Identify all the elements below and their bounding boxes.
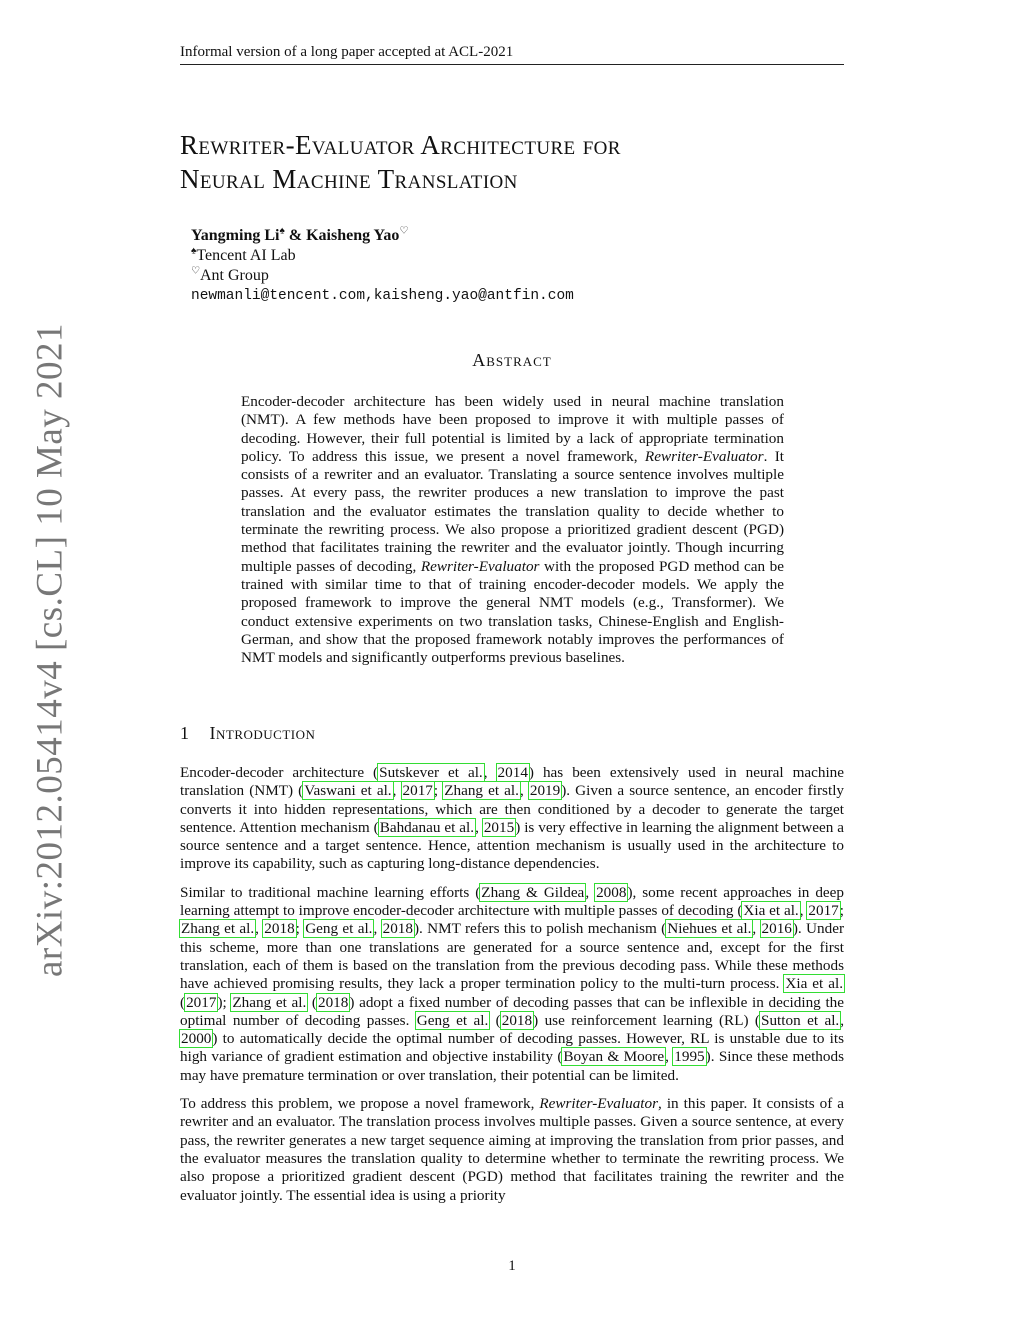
paragraph-2: Similar to traditional machine learning efforts (Zhang & Gildea, 2008), some recent approaches in deep learning attempt to improve encoder-decoder architecture with multiple passes of decoding (Xia et al., 2017; Zhang et al., 2018; Geng et al., 2018). NMT refers this to polish mechanism (Niehues et al., 2016). Under this scheme, more than one translations are generated for a source sentence and, except for the first translation, each of them is based on the translation from the previous decoding pass. While these methods have achieved promising results, they lack a proper termination policy to the multi-turn process. Xia et al. (2017); Zhang et al. (2018) adopt a fixed number of decoding passes that can be inflexible in deciding the optimal number of decoding passes. Geng et al. (2018) use reinforcement learning (RL) (Sutton et al., 2000) to automatically decide the optimal number of decoding passes. However, RL is unstable due to its high variance of gradient estimation and objective instability (Boyan & Moore, 1995). Since these methods may have premature termination or over translation, their potential can be limited. (180, 883, 845, 1084)
citation-link[interactable]: 2018 (264, 920, 295, 938)
page-number: 1 (508, 1258, 516, 1274)
citation-link[interactable]: Sutskever et al. (379, 764, 483, 781)
affiliation-1 (191, 246, 574, 266)
citation-link[interactable]: Sutton et al. (761, 1011, 840, 1029)
citation-link[interactable]: 2018 (382, 920, 413, 938)
author-emails: newmanli@tencent.com,kaisheng.yao@antfin.com (191, 288, 574, 304)
citation-link[interactable]: 2017 (186, 993, 217, 1011)
citation-link[interactable]: 1995 (674, 1048, 705, 1066)
affiliation-1-name: Tencent AI Lab (196, 247, 296, 264)
citation-link[interactable]: 2018 (501, 1011, 533, 1029)
citation-link[interactable]: Zhang et al. (232, 993, 307, 1011)
citation-link[interactable]: Xia et al. (785, 975, 843, 993)
citation-link[interactable]: Zhang et al. (181, 920, 255, 938)
heart-icon: ♡ (399, 225, 409, 237)
citation-link[interactable]: 2019 (529, 782, 561, 800)
citation-link[interactable]: 2000 (181, 1030, 212, 1048)
author-names (191, 226, 574, 246)
arxiv-identifier: arXiv:2012.05414v4 [cs.CL] 10 May 2021 (29, 322, 71, 978)
citation-link[interactable]: 2015 (483, 818, 515, 836)
author-separator: & (284, 227, 307, 244)
section-title: Introduction (209, 723, 316, 743)
introduction-body (180, 764, 844, 1215)
spade-icon: ♠ (279, 225, 285, 237)
citation-link[interactable]: Vaswani et al. (304, 782, 392, 800)
section-number: 1 (180, 723, 190, 743)
section-heading-introduction (180, 723, 315, 744)
citation-link[interactable]: Bahdanau et al. (379, 818, 475, 836)
abstract-heading: Abstract (472, 350, 552, 370)
author-1-name: Yangming Li (191, 227, 280, 244)
heart-icon: ♡ (191, 265, 200, 277)
citation-link[interactable]: 2017 (402, 782, 433, 800)
citation-link[interactable]: 2016 (761, 920, 792, 938)
affiliation-2 (191, 266, 574, 286)
paragraph-1: Encoder-decoder architecture (Sutskever et al., 2014) has been extensively used in neural machine translation (NMT) (Vaswani et al., 2017; Zhang et al., 2019). Given a source sentence, an encoder firstly converts it into hidden representations, which are then conditioned by a decoder to generate the target sentence. Attention mechanism (Bahdanau et al., 2015) is very effective in learning the alignment between a source sentence and a target sentence. Hence, attention mechanism is usually used in the architecture to improve its capability, such as capturing long-distance dependencies. (180, 764, 845, 873)
running-head: Informal version of a long paper accepted at ACL-2021 (180, 44, 844, 65)
paragraph-3: To address this problem, we propose a novel framework, Rewriter-Evaluator, in this paper. It consists of a rewriter and an evaluator. The translation process involves multiple passes. Given a source sentence, at every pass, the rewriter generates a new target sequence aiming at improving the translation from prior passes, and the evaluator measures the translation quality to determine whether to terminate the rewriting process. We also propose a prioritized gradient descent (PGD) method that facilitates training the rewriter and the evaluator jointly. The essential idea is using a priority (180, 1095, 845, 1204)
title-line-2: Neural Machine Translation (180, 164, 518, 194)
paper-title (180, 128, 844, 196)
author-2-name: Kaisheng Yao (306, 227, 400, 244)
spade-icon: ♠ (191, 245, 197, 257)
abstract-text: Encoder-decoder architecture has been widely used in neural machine translation (NMT). A few methods have been proposed to improve it with multiple passes of decoding. However, their full potential is limited by a lack of appropriate termination policy. To address this issue, we present a novel framework, Rewriter-Evaluator. It consists of a rewriter and an evaluator. Translating a source sentence involves multiple passes. At every pass, the rewriter produces a new translation to improve the past translation and the evaluator estimates the translation quality to decide whether to terminate the rewriting process. We also propose a prioritized gradient descent (PGD) method that facilitates training the rewriter and the evaluator jointly. Though incurring multiple passes of decoding, Rewriter-Evaluator with the proposed PGD method can be trained with similar time to that of training encoder-decoder models. We apply the proposed framework to improve the general NMT models (e.g., Transformer). We conduct extensive experiments on two translation tasks, Chinese-English and English-German, and show that the proposed framework notably improves the performances of NMT models and significantly outperforms previous baselines. (241, 393, 785, 667)
citation-link[interactable]: Niehues et al. (667, 920, 752, 938)
citation-link[interactable]: 2014 (497, 764, 528, 781)
citation-link[interactable]: 2017 (808, 902, 839, 920)
citation-link[interactable]: Geng et al. (416, 1011, 489, 1029)
citation-link[interactable]: Geng et al. (305, 920, 373, 938)
citation-link[interactable]: Zhang & Gildea (481, 883, 585, 901)
title-line-1: Rewriter-Evaluator Architecture for (180, 130, 621, 160)
citation-link[interactable]: Boyan & Moore (563, 1048, 665, 1066)
citation-link[interactable]: Zhang et al. (444, 782, 519, 800)
citation-link[interactable]: 2008 (596, 883, 627, 901)
citation-link[interactable]: 2018 (317, 993, 349, 1011)
author-block (191, 226, 574, 306)
citation-link[interactable]: Xia et al. (743, 902, 799, 920)
affiliation-2-name: Ant Group (199, 267, 269, 284)
